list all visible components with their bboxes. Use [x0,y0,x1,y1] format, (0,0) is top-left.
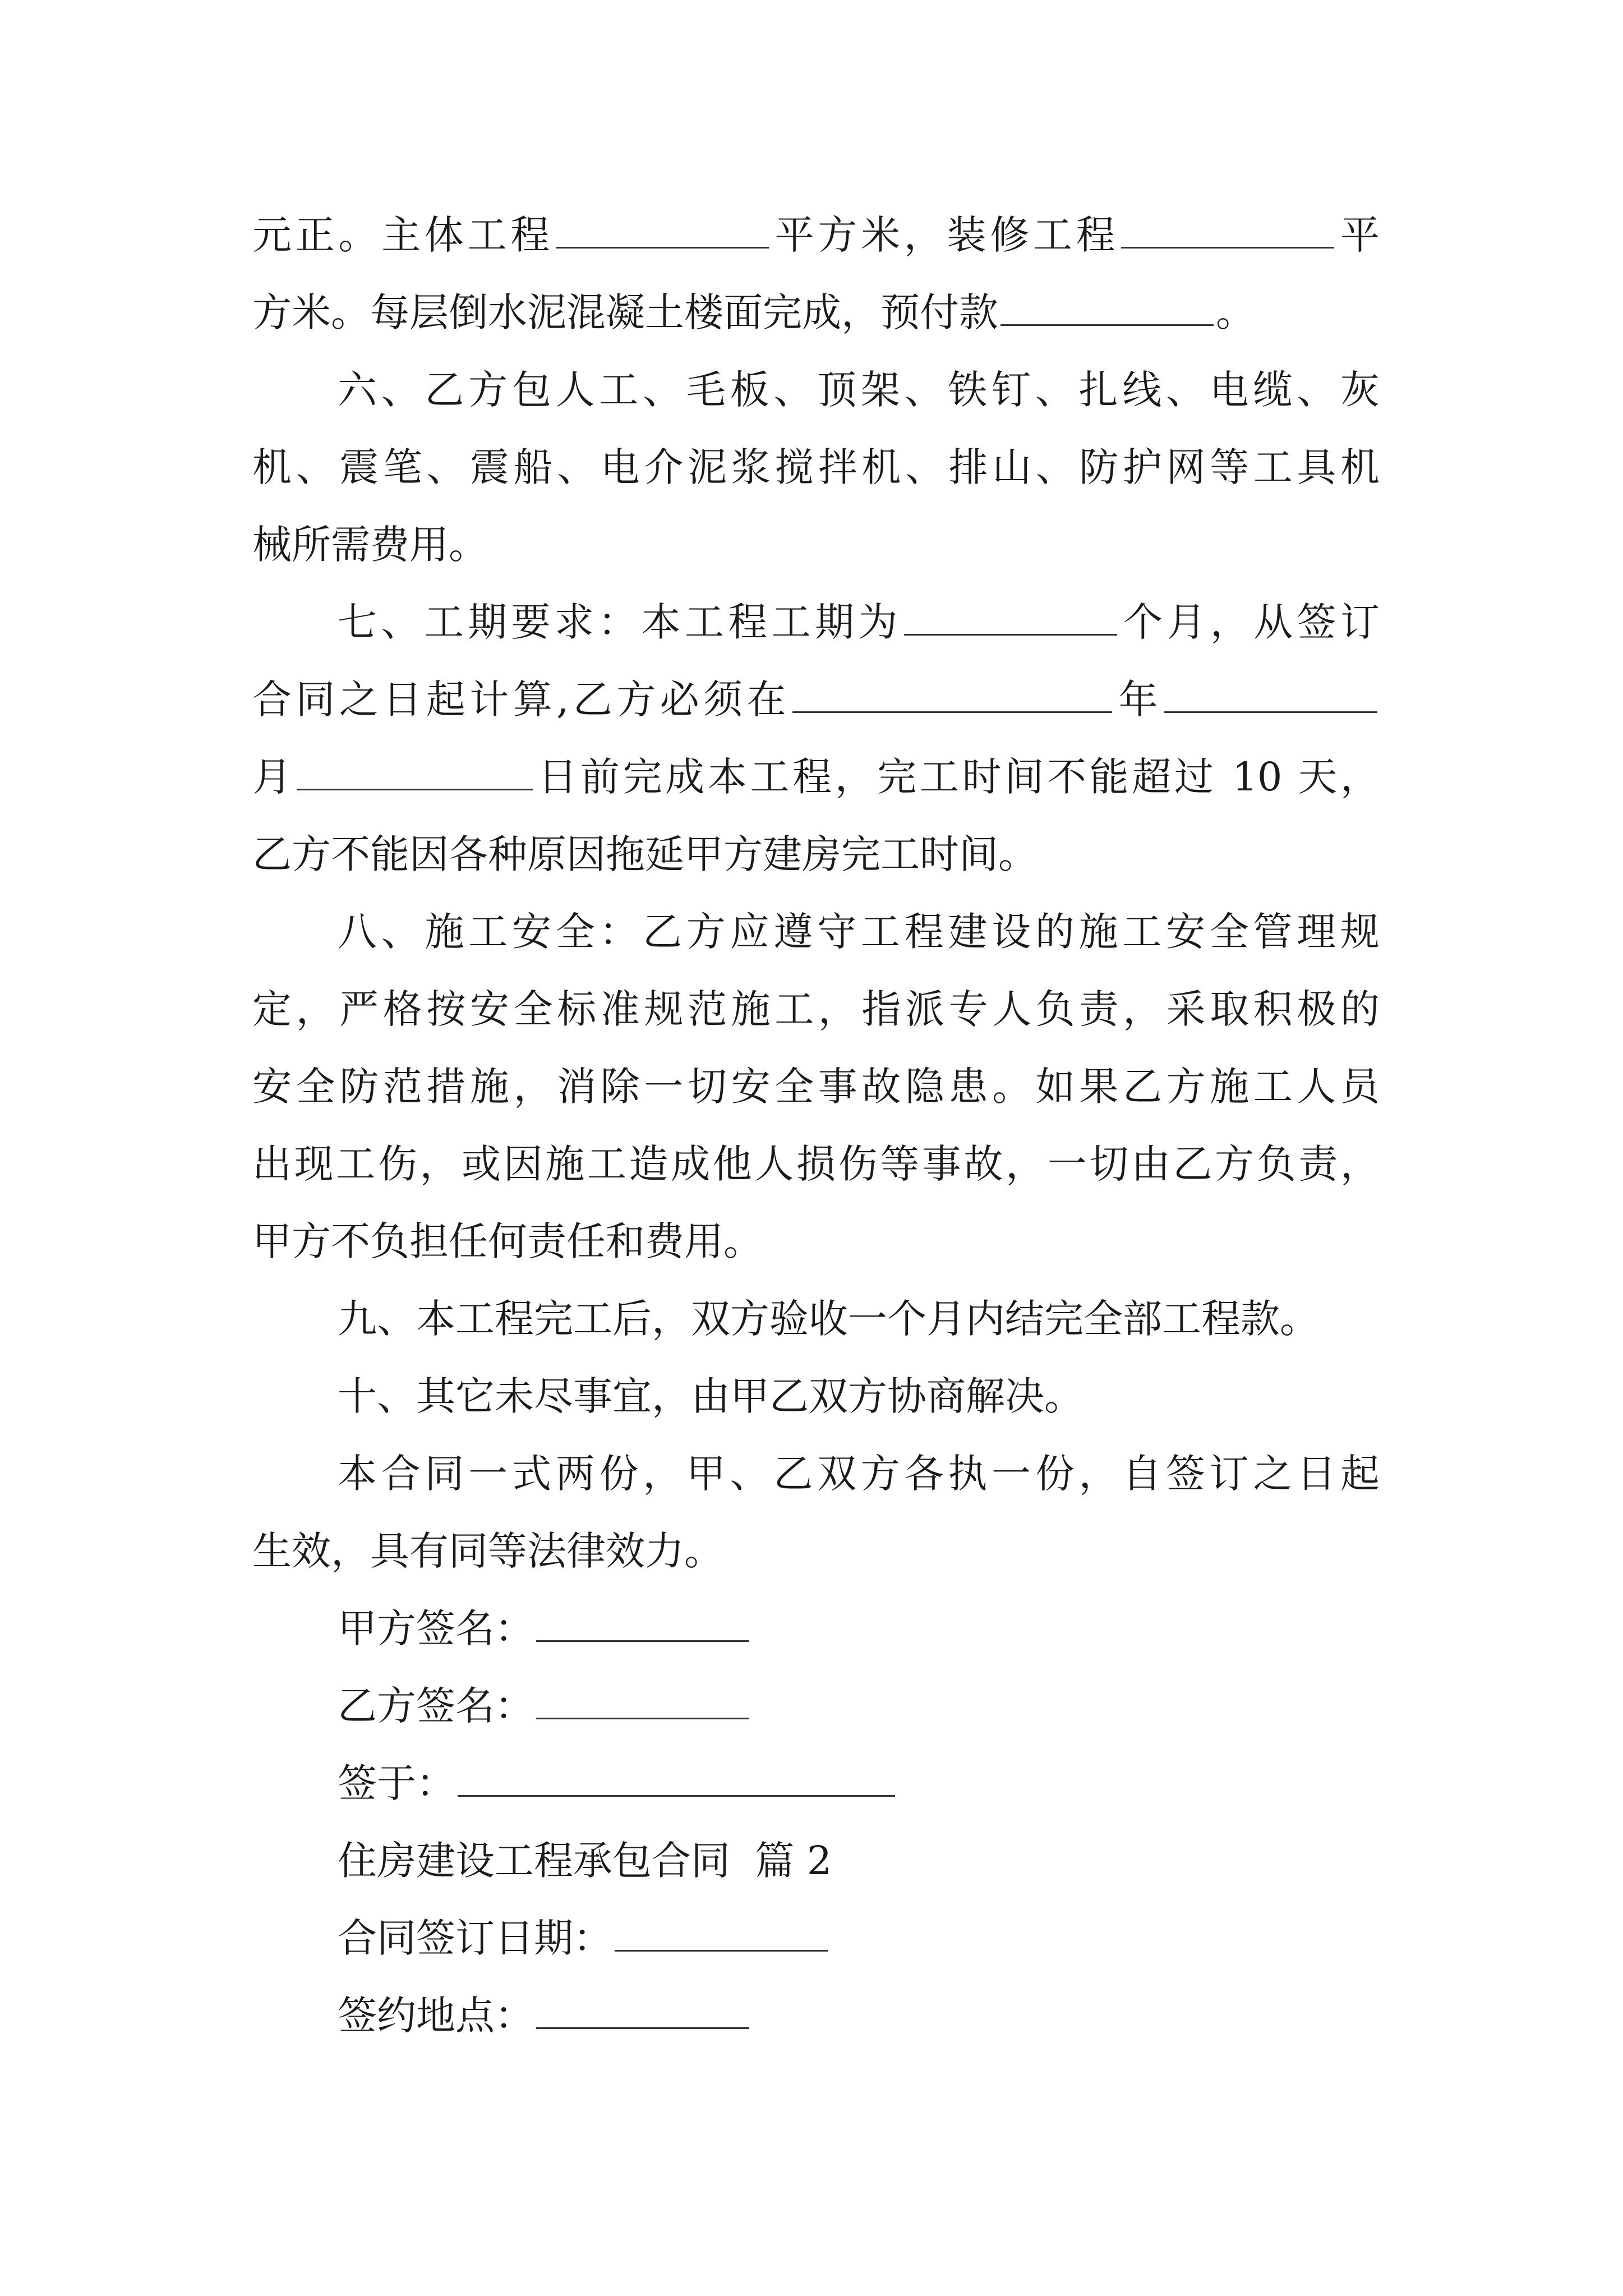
section-7-line-4: 乙方不能因各种原因拖延甲方建房完工时间。 [252,831,1038,877]
section-6-line-2: 机、震笔、震船、电介泥浆搅拌机、排山、防护网等工具机 [252,444,1380,490]
section-8-line-1: 八、施工安全：乙方应遵守工程建设的施工安全管理规 [338,909,1380,955]
label: 甲方签名： [338,1605,534,1651]
text: 个月，从签订 [1119,599,1380,645]
next-contract-title: 住房建设工程承包合同 篇 2 [338,1838,832,1884]
text: 年 [1114,677,1162,723]
section-9: 九、本工程完工后，双方验收一个月内结完全部工程款。 [338,1296,1319,1342]
label: 签于： [338,1760,455,1806]
text: 平方米，装修工程 [771,212,1119,258]
blank-duration-months [904,599,1117,636]
label: 合同签订日期： [338,1915,612,1961]
text: 月 [252,754,295,800]
blank-party-a-signature [536,1605,749,1642]
document-page [252,196,1380,2054]
label: 签约地点： [338,1993,534,2039]
blank-decoration-area [1121,212,1334,249]
text: 。 [1216,289,1255,335]
section-7-line-2 [252,661,1380,738]
text: 方米。每层倒水泥混凝土楼面完成，预付款 [252,289,998,335]
section-7-line-3 [252,738,1380,816]
signed-at [252,1745,1380,1822]
closing-line-2: 生效，具有同等法律效力。 [252,1528,723,1574]
blank-month [1164,677,1377,713]
label: 乙方签名： [338,1683,534,1729]
section-7-line-1 [252,583,1380,661]
text: 平 [1336,212,1380,258]
section-8-line-5: 甲方不负担任何责任和费用。 [252,1218,763,1264]
blank-day [297,754,533,790]
text: 合同之日起计算,乙方必须在 [252,677,791,723]
contract-sign-place [252,1977,1380,2054]
section-10: 十、其它未尽事宜，由甲乙双方协商解决。 [338,1373,1083,1419]
signature-party-b [252,1667,1380,1745]
section-5-line-1 [252,196,1380,274]
section-5-line-2 [252,274,1380,351]
closing-line-1: 本合同一式两份，甲、乙双方各执一份，自签订之日起 [338,1451,1380,1497]
blank-year [792,677,1112,713]
blank-sign-date [615,1915,828,1952]
text: 日前完成本工程，完工时间不能超过 10 天， [534,754,1380,800]
text: 七、工期要求：本工程工期为 [338,599,902,645]
blank-signed-at [458,1760,895,1797]
section-6-line-1: 六、乙方包人工、毛板、顶架、铁钉、扎线、电缆、灰 [338,367,1380,413]
section-8-line-2: 定，严格按安全标准规范施工，指派专人负责，采取积极的 [252,986,1380,1032]
blank-sign-place [536,1993,749,2029]
section-8-line-4: 出现工伤，或因施工造成他人损伤等事故，一切由乙方负责， [252,1141,1380,1187]
section-6-line-3: 械所需费用。 [252,522,488,568]
signature-party-a [252,1590,1380,1667]
text: 元正。主体工程 [252,212,554,258]
blank-main-area [556,212,769,249]
blank-advance-payment [1000,289,1214,326]
contract-sign-date [252,1899,1380,1977]
blank-party-b-signature [536,1683,749,1719]
section-8-line-3: 安全防范措施，消除一切安全事故隐患。如果乙方施工人员 [252,1064,1380,1110]
